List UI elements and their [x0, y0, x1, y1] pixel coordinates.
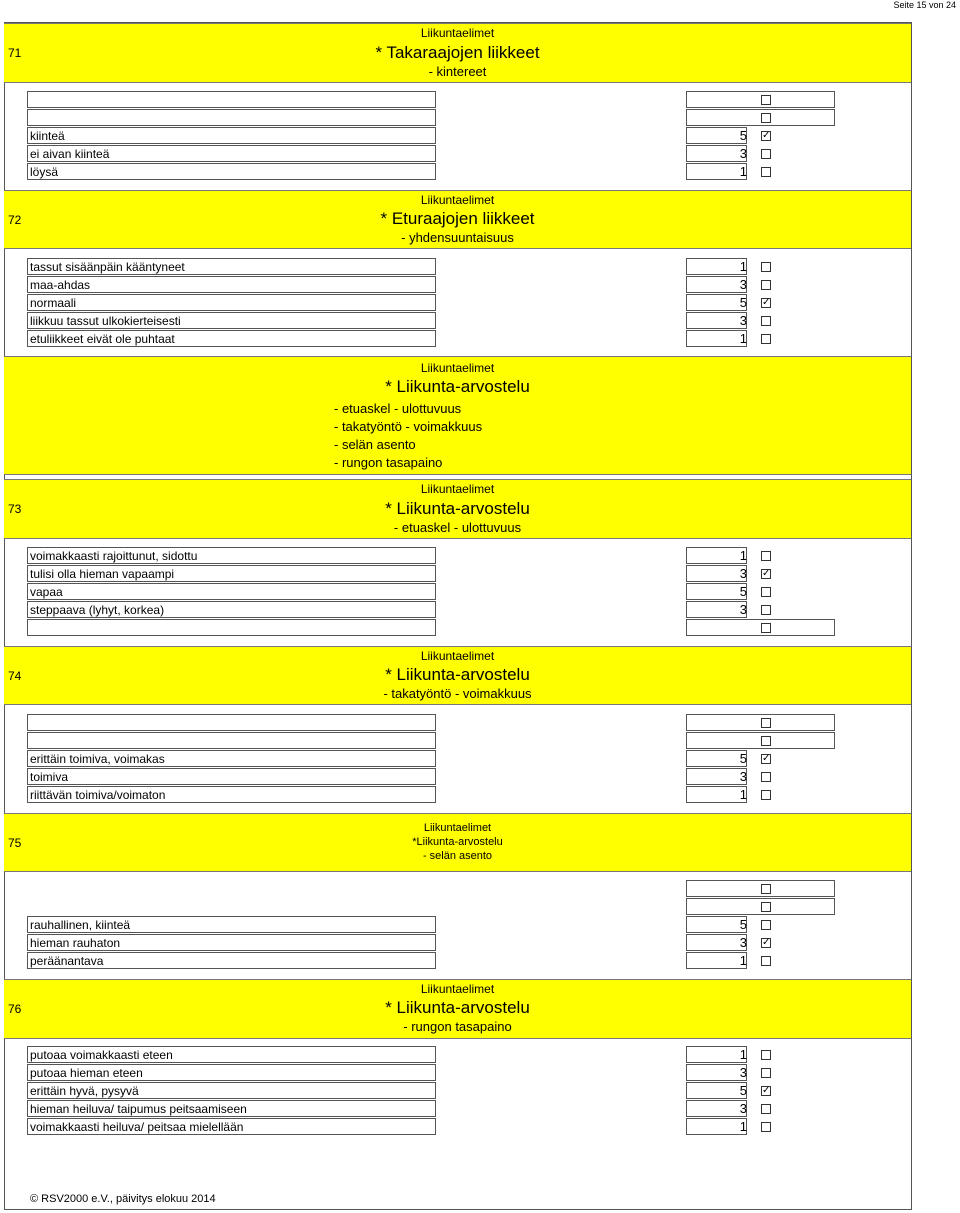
option-label: riittävän toimiva/voimaton — [27, 786, 436, 803]
section-title: * Liikunta-arvostelu — [385, 377, 530, 396]
section-subtitle: - rungon tasapaino — [403, 1019, 512, 1034]
option-value: 3 — [739, 313, 747, 328]
option-row — [27, 330, 847, 348]
option-row — [27, 547, 847, 565]
checkbox[interactable] — [761, 1068, 771, 1078]
option-label: erittäin toimiva, voimakas — [27, 750, 436, 767]
overview-header — [4, 356, 911, 475]
checkbox[interactable]: ✓ — [762, 753, 771, 764]
option-value: 3 — [739, 146, 747, 161]
option-value: 1 — [739, 164, 747, 179]
option-label: tulisi olla hieman vapaampi — [27, 565, 436, 582]
option-label: voimakkaasti rajoittunut, sidottu — [27, 547, 436, 564]
section-header-76 — [4, 979, 911, 1039]
option-value: 3 — [739, 602, 747, 617]
checkbox[interactable] — [761, 920, 771, 930]
checkbox[interactable] — [761, 95, 771, 105]
option-row — [27, 565, 847, 583]
option-row — [27, 1064, 847, 1082]
criteria-line: - etuaskel - ulottuvuus — [334, 401, 462, 416]
overview-criteria — [334, 400, 482, 472]
page-number: Seite 15 von 24 — [893, 0, 956, 10]
section-title: * Liikunta-arvostelu — [385, 499, 530, 518]
checkbox[interactable] — [761, 956, 771, 966]
checkbox[interactable] — [761, 902, 771, 912]
option-value: 3 — [739, 1101, 747, 1116]
option-label: etuliikkeet eivät ole puhtaat — [27, 330, 436, 347]
option-value: 3 — [739, 1065, 747, 1080]
option-label: maa-ahdas — [27, 276, 436, 293]
option-row — [27, 127, 847, 145]
criteria-line: - rungon tasapaino — [334, 455, 443, 470]
option-row — [27, 619, 847, 637]
option-label — [27, 732, 436, 749]
option-row — [27, 312, 847, 330]
option-value: 1 — [739, 548, 747, 563]
checkbox[interactable]: ✓ — [762, 130, 771, 141]
option-label: voimakkaasti heiluva/ peitsaa mielellään — [27, 1118, 436, 1135]
option-row — [27, 732, 847, 750]
checkbox[interactable] — [761, 790, 771, 800]
section-number: 76 — [8, 1002, 22, 1016]
section-subtitle: - etuaskel - ulottuvuus — [393, 520, 522, 535]
option-label: putoaa hieman eteen — [27, 1064, 436, 1081]
checkbox[interactable] — [761, 772, 771, 782]
checkbox[interactable] — [761, 587, 771, 597]
option-row — [27, 714, 847, 732]
option-label: erittäin hyvä, pysyvä — [27, 1082, 436, 1099]
option-value: 1 — [739, 787, 747, 802]
option-value: 5 — [739, 751, 747, 766]
checkbox[interactable] — [761, 334, 771, 344]
option-label: rauhallinen, kiinteä — [27, 916, 436, 933]
option-label: hieman heiluva/ taipumus peitsaamiseen — [27, 1100, 436, 1117]
option-label: hieman rauhaton — [27, 934, 436, 951]
section-header-72 — [4, 190, 911, 249]
option-value: 5 — [739, 917, 747, 932]
section-header-71 — [4, 23, 911, 83]
option-label — [27, 91, 436, 108]
option-label — [27, 714, 436, 731]
checkbox[interactable]: ✓ — [762, 568, 771, 579]
section-subtitle: - selän asento — [422, 850, 493, 862]
footer-copyright: © RSV2000 e.V., päivitys elokuu 2014 — [30, 1193, 216, 1205]
option-label: vapaa — [27, 583, 436, 600]
option-value: 3 — [739, 566, 747, 581]
option-row — [27, 163, 847, 181]
option-row — [27, 768, 847, 786]
section-number: 75 — [8, 835, 22, 850]
option-row — [27, 952, 847, 970]
section-category: Liikuntaelimet — [420, 193, 495, 207]
criteria-line: - takatyöntö - voimakkuus — [334, 419, 483, 434]
section-header-74 — [4, 646, 911, 705]
option-label — [27, 619, 436, 636]
checkbox[interactable] — [761, 167, 771, 177]
option-value: 5 — [739, 128, 747, 143]
checkbox[interactable] — [761, 1122, 771, 1132]
checkbox[interactable] — [761, 1050, 771, 1060]
option-value: 1 — [739, 953, 747, 968]
checkbox[interactable]: ✓ — [762, 297, 771, 308]
option-label: tassut sisäänpäin kääntyneet — [27, 258, 436, 275]
checkbox[interactable]: ✓ — [762, 1085, 771, 1096]
section-title: *Liikunta-arvostelu — [412, 836, 503, 848]
option-row — [27, 601, 847, 619]
section-category: Liikuntaelimet — [423, 822, 492, 834]
option-label: löysä — [27, 163, 436, 180]
option-row — [27, 294, 847, 312]
checkbox[interactable] — [761, 280, 771, 290]
option-value: 1 — [739, 1119, 747, 1134]
section-category: Liikuntaelimet — [420, 361, 495, 375]
section-title: * Eturaajojen liikkeet — [380, 209, 535, 228]
option-row — [27, 109, 847, 127]
option-row — [27, 258, 847, 276]
option-label: putoaa voimakkaasti eteen — [27, 1046, 436, 1063]
option-value: 1 — [739, 259, 747, 274]
checkbox[interactable] — [761, 736, 771, 746]
checkbox[interactable] — [761, 623, 771, 633]
section-category: Liikuntaelimet — [420, 482, 495, 496]
option-label: toimiva — [27, 768, 436, 785]
option-label — [27, 109, 436, 126]
option-value: 5 — [739, 584, 747, 599]
checkbox[interactable] — [761, 718, 771, 728]
option-row — [27, 898, 847, 916]
option-row — [27, 786, 847, 804]
option-row — [27, 1046, 847, 1064]
option-value: 3 — [739, 277, 747, 292]
checkbox[interactable] — [761, 1104, 771, 1114]
option-label: peräänantava — [27, 952, 436, 969]
section-title: * Liikunta-arvostelu — [385, 665, 530, 684]
option-row — [27, 583, 847, 601]
checkbox[interactable] — [761, 551, 771, 561]
option-value: 1 — [739, 331, 747, 346]
section-subtitle: - takatyöntö - voimakkuus — [383, 686, 532, 701]
criteria-line: - selän asento — [334, 437, 416, 452]
section-title: * Takaraajojen liikkeet — [375, 43, 540, 62]
option-value: 1 — [739, 1047, 747, 1062]
option-row — [27, 934, 847, 952]
option-label: kiinteä — [27, 127, 436, 144]
checkbox[interactable] — [761, 262, 771, 272]
section-number: 74 — [8, 668, 22, 683]
option-value: 3 — [739, 769, 747, 784]
option-row — [27, 276, 847, 294]
checkbox[interactable] — [761, 884, 771, 894]
section-category: Liikuntaelimet — [420, 649, 495, 663]
checkbox[interactable] — [761, 316, 771, 326]
option-label: normaali — [27, 294, 436, 311]
option-value: 5 — [739, 295, 747, 310]
option-row — [27, 916, 847, 934]
option-label: liikkuu tassut ulkokierteisesti — [27, 312, 436, 329]
section-subtitle: - kintereet — [428, 64, 487, 79]
option-row — [27, 750, 847, 768]
checkbox[interactable] — [761, 113, 771, 123]
section-subtitle: - yhdensuuntaisuus — [401, 230, 514, 245]
section-category: Liikuntaelimet — [420, 982, 495, 996]
option-row — [27, 91, 847, 109]
section-number: 71 — [8, 46, 22, 60]
section-header-73 — [4, 479, 911, 539]
section-number: 72 — [8, 212, 22, 227]
option-row — [27, 880, 847, 898]
option-row — [27, 145, 847, 163]
option-row — [27, 1082, 847, 1100]
section-category: Liikuntaelimet — [420, 26, 495, 40]
option-row — [27, 1100, 847, 1118]
option-value: 5 — [739, 1083, 747, 1098]
checkbox[interactable] — [761, 605, 771, 615]
section-title: * Liikunta-arvostelu — [385, 998, 530, 1017]
section-header-75 — [4, 813, 911, 872]
section-number: 73 — [8, 502, 22, 516]
option-label: steppaava (lyhyt, korkea) — [27, 601, 436, 618]
option-label: ei aivan kiinteä — [27, 145, 436, 162]
checkbox[interactable] — [761, 149, 771, 159]
checkbox[interactable]: ✓ — [762, 937, 771, 948]
option-value: 3 — [739, 935, 747, 950]
option-row — [27, 1118, 847, 1136]
